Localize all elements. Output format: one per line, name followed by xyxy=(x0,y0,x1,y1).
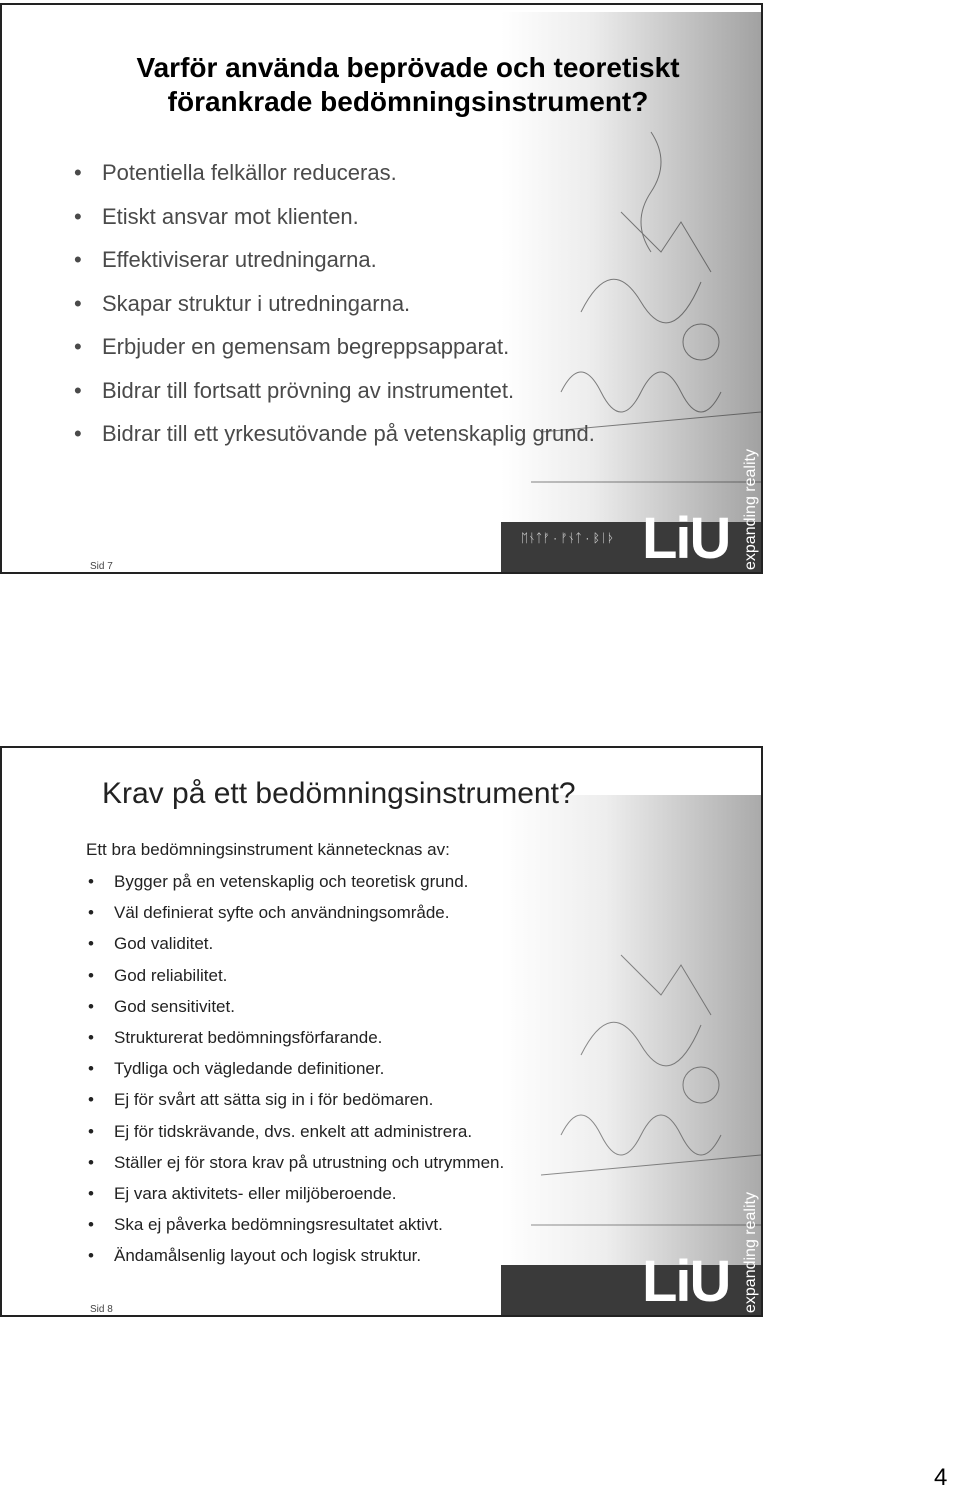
slide-title: Krav på ett bedömningsinstrument? xyxy=(102,777,576,810)
bullet-item: • Ställer ej för stora krav på utrustning och utrymmen. xyxy=(86,1147,504,1178)
svg-text:ᛖᚾᛏᚠ · ᚠᚾᛏ · ᛒᛁᚦ: ᛖᚾᛏᚠ · ᚠᚾᛏ · ᛒᛁᚦ xyxy=(521,531,615,545)
slide-footer: Sid 7 xyxy=(90,561,113,572)
bullet-item: • Strukturerat bedömningsförfarande. xyxy=(86,1022,504,1053)
slide-footer: Sid 8 xyxy=(90,1304,113,1315)
bullet-item: • Ej vara aktivitets- eller miljöberoende. xyxy=(86,1178,504,1209)
bullet-item: • Väl definierat syfte och användningsområde. xyxy=(86,897,504,928)
bullet-item: • Bidrar till fortsatt prövning av instrumentet. xyxy=(72,369,595,413)
bullet-item: • Bidrar till ett yrkesutövande på vetenskaplig grund. xyxy=(72,412,595,456)
bullet-item: • God validitet. xyxy=(86,928,504,959)
bullet-item: • Effektiviserar utredningarna. xyxy=(72,238,595,282)
bullet-item: • Potentiella felkällor reduceras. xyxy=(72,151,595,195)
bullet-item: • Etiskt ansvar mot klienten. xyxy=(72,195,595,239)
slide-title xyxy=(98,51,718,119)
bullet-item: • Bygger på en vetenskaplig och teoretisk grund. xyxy=(86,866,504,897)
liu-logo-text: LiU xyxy=(642,1249,730,1314)
bullet-list xyxy=(86,866,504,1272)
slide-title-line-1: Varför använda beprövade och teoretiskt xyxy=(136,52,680,83)
bullet-list xyxy=(72,151,595,456)
slogan: expanding reality xyxy=(742,449,759,570)
slide-7 xyxy=(0,3,763,574)
bullet-item: • Ej för tidskrävande, dvs. enkelt att administrera. xyxy=(86,1116,504,1147)
liu-logo xyxy=(642,505,742,574)
slide-8 xyxy=(0,746,763,1317)
bullet-item: • Erbjuder en gemensam begreppsapparat. xyxy=(72,325,595,369)
bullet-item: • Skapar struktur i utredningarna. xyxy=(72,282,595,326)
bullet-item: • Ej för svårt att sätta sig in i för bedömaren. xyxy=(86,1084,504,1115)
bullet-item: • Tydliga och vägledande definitioner. xyxy=(86,1053,504,1084)
liu-logo xyxy=(642,1248,742,1317)
liu-decoration-graphic xyxy=(501,795,761,1315)
bullet-item: • Ändamålsenlig layout och logisk struktur. xyxy=(86,1240,504,1271)
slide-title-line-2: förankrade bedömningsinstrument? xyxy=(167,86,649,117)
slogan: expanding reality xyxy=(742,1192,759,1313)
liu-logo-text: LiU xyxy=(642,506,730,571)
bullet-item: • God sensitivitet. xyxy=(86,991,504,1022)
bullet-item: • Ska ej påverka bedömningsresultatet aktivt. xyxy=(86,1209,504,1240)
bullet-item: • God reliabilitet. xyxy=(86,960,504,991)
intro-text: Ett bra bedömningsinstrument kännetecknas av: xyxy=(86,840,450,859)
page-number: 4 xyxy=(934,1464,948,1491)
